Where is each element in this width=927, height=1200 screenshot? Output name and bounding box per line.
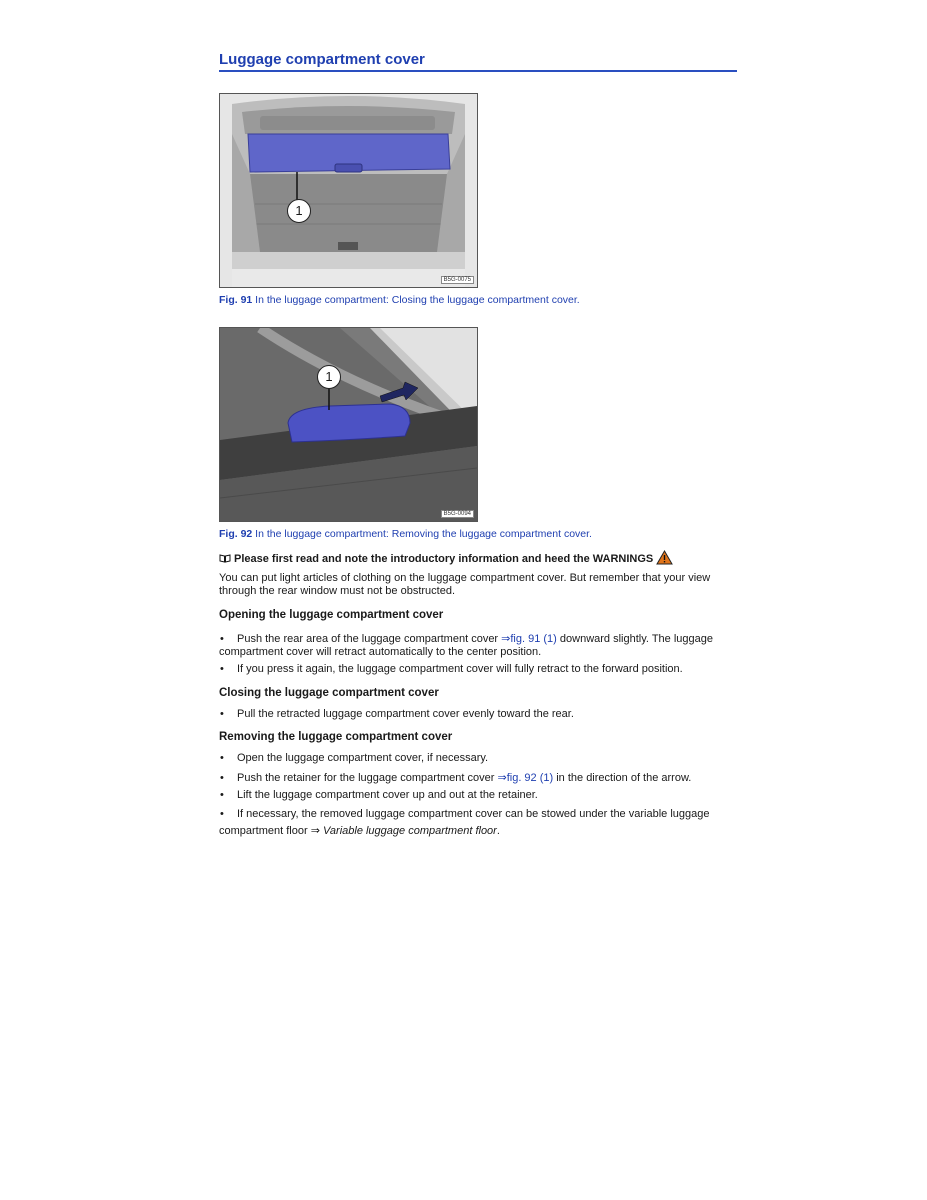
figure-number: Fig. 92 xyxy=(219,528,253,540)
list-item: • Pull the retracted luggage compartment cover evenly toward the rear. xyxy=(220,708,574,720)
section-title: Luggage compartment cover xyxy=(219,51,737,72)
figure-code: B5G-0094 xyxy=(441,510,474,518)
figure-92-illustration xyxy=(219,327,478,522)
read-note-text: Please first read and note the introductory information and heed the WARNINGS xyxy=(234,553,654,565)
opening-heading: Opening the luggage compartment cover xyxy=(219,609,444,621)
intro-paragraph: You can put light articles of clothing on the luggage compartment cover. But remember that your view through the rear window must not be obstructed. xyxy=(219,572,711,597)
closing-heading: Closing the luggage compartment cover xyxy=(219,687,439,699)
figure-92-caption xyxy=(219,528,592,540)
figure-91-illustration xyxy=(219,93,478,288)
figure-91-caption xyxy=(219,294,580,306)
list-item: • If necessary, the removed luggage compartment cover can be stowed under the variable luggage compartment floor ⇒ Variable luggage compartment floor. xyxy=(219,808,710,837)
caption-text: In the luggage compartment: Removing the luggage compartment cover. xyxy=(252,528,592,540)
variable-floor-link[interactable]: Variable luggage compartment floor xyxy=(322,825,497,837)
luggage-cover-retainer-illustration xyxy=(220,328,477,521)
figure-number: Fig. 91 xyxy=(219,294,253,306)
removing-steps xyxy=(219,752,737,844)
list-item: • Push the rear area of the luggage compartment cover ⇒fig. 91 (1) downward slightly. The luggage compartment cover will retract automatically to the center position. xyxy=(219,633,713,658)
list-item: • Lift the luggage compartment cover up and out at the retainer. xyxy=(220,789,538,801)
book-icon xyxy=(219,553,231,567)
opening-steps xyxy=(219,633,737,680)
closing-steps xyxy=(219,708,737,725)
fig-92-link[interactable]: ⇒fig. 92 (1) xyxy=(497,772,554,784)
callout-1: 1 xyxy=(287,199,311,223)
caption-text: In the luggage compartment: Closing the luggage compartment cover. xyxy=(252,294,580,306)
list-item: • Open the luggage compartment cover, if necessary. xyxy=(220,752,489,764)
luggage-compartment-closed-illustration xyxy=(220,94,477,287)
read-warnings-note xyxy=(219,550,737,569)
figure-code: B5G-0075 xyxy=(441,276,474,284)
list-item: • Push the retainer for the luggage compartment cover ⇒fig. 92 (1) in the direction of the arrow. xyxy=(220,772,692,784)
list-item: • If you press it again, the luggage compartment cover will fully retract to the forward position. xyxy=(220,663,683,675)
callout-1: 1 xyxy=(317,365,341,389)
fig-91-link[interactable]: ⇒fig. 91 (1) xyxy=(501,633,557,645)
warning-triangle-icon[interactable] xyxy=(656,550,673,569)
removing-heading: Removing the luggage compartment cover xyxy=(219,731,453,743)
